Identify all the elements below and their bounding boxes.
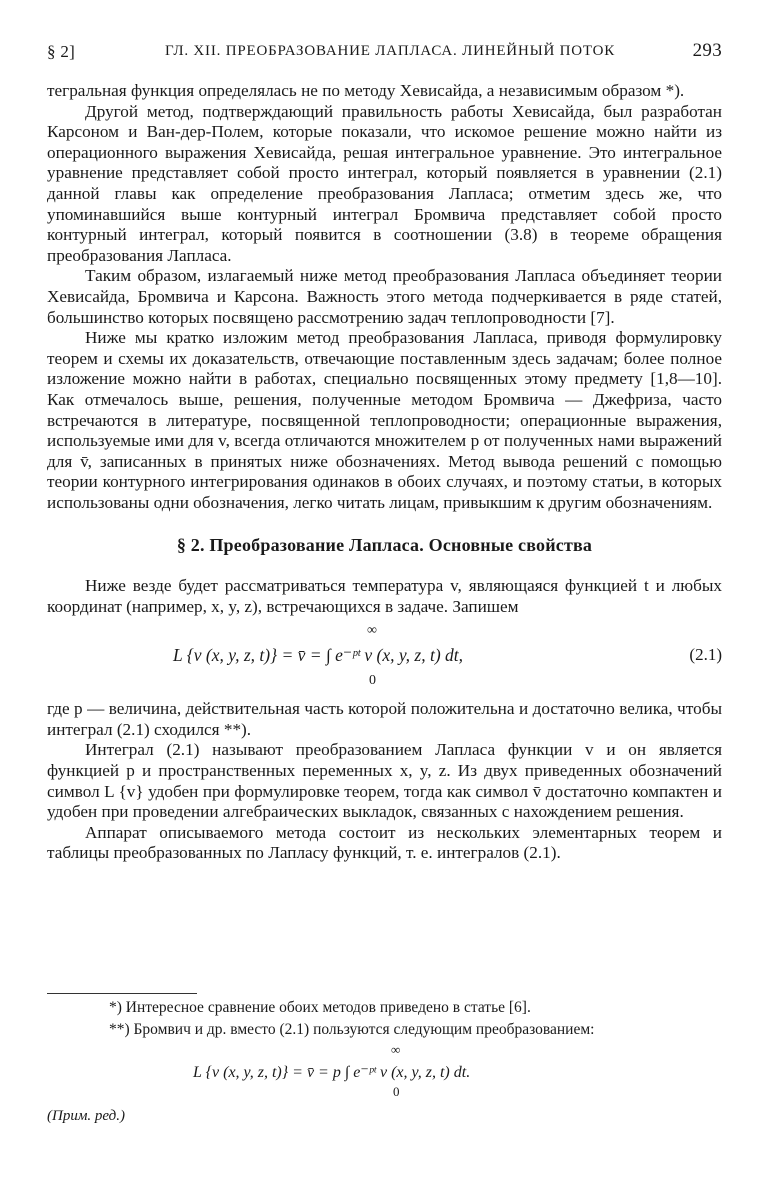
book-page [47,40,722,1160]
paragraph-method-outline: Ниже мы кратко изложим метод преобразования Лапласа, приводя формулировку теорем и схемы их доказательств, отвечающие поставленным здесь задачам; более полное изложение можно найти в работах, специально посвященных этому предмету [1,8—10]. Как отмечалось выше, решения, полученные методом Бромвича — Джефриза, часто встречаются в литературе, посвященной теплопроводности; операционные выражения, используемые ими для v, всегда отличаются множителем p от полученных нами выражений для v̄, записанных в принятых ниже обозначениях. Метод вывода решений с помощью теории контурного интегрирования одинаков в обоих случаях, и поэтому статьи, в которых использованы одни обозначения, легко читать лицам, привыкшим к другим обозначениям. [47,328,722,512]
integral-upper-limit: ∞ [367,623,377,639]
section-heading: § 2. Преобразование Лапласа. Основные свойства [176,535,593,556]
footnote-rule [47,993,197,994]
footnote-integral-upper-limit: ∞ [391,1042,401,1057]
footnote-integral-lower-limit: 0 [393,1084,400,1099]
editor-note: (Прим. ред.) [47,1108,126,1124]
footnote-1: *) Интересное сравнение обоих методов приведено в статье [6]. [109,999,531,1016]
paragraph-p-definition: где p — величина, действительная часть которой положительна и достаточно велика, чтобы интеграл (2.1) сходился **). [47,699,722,739]
equation-number: (2.1) [689,645,722,665]
paragraph-temperature-intro: Ниже везде будет рассматриваться температура v, являющаяся функцией t и любых координат (например, x, y, z), встречающихся в задаче. Запишем [47,576,722,616]
page-number: 293 [692,40,722,61]
running-header [47,40,722,66]
paragraph-integral-notation: Интеграл (2.1) называют преобразованием Лапласа функции v и он является функцией p и пространственных переменных x, y, z. Из двух приведенных обозначений символ L {v} удобен при формулировке теорем, тогда как символ v̄ достаточно компактен и удобен при проведении алгебраических выкладок, связанных с нахождением решения. [47,740,722,822]
body-text [47,81,722,864]
formula-laplace-definition [47,621,722,691]
paragraph-carson-method: Другой метод, подтверждающий правильность работы Хевисайда, был разработан Карсоном и Ван-дер-Полем, которые показали, что искомое решение можно найти из операционного выражения Хевисайда, решая интегральное уравнение. Это интегральное уравнение представляет собой просто интеграл, который появляется в уравнении (2.1) данной главы как определение преобразования Лапласа; отметим здесь же, что упоминавшийся выше контурный интеграл Бромвича представляет собой просто контурный интеграл, который появится в соотношении (3.8) в теореме обращения преобразования Лапласа. [47,101,722,265]
paragraph-theories-unified: Таким образом, излагаемый ниже метод преобразования Лапласа объединяет теории Хевисайда, Бромвича и Карсона. Важность этого метода подчеркивается в ряде статей, большинство которых посвящено рассмотрению задач теплопроводности [7]. [47,266,722,327]
header-section: § 2] [47,42,76,61]
footnote-formula-expression: L {v (x, y, z, t)} = v̄ = p ∫ e⁻ᵖᵗ v (x, y, z, t) dt. [193,1064,471,1081]
integral-lower-limit: 0 [369,673,376,689]
paragraph-apparatus: Аппарат описываемого метода состоит из нескольких элементарных теорем и таблицы преобразованных по Лапласу функций, т. е. интегралов (2.1). [47,822,722,863]
footnote-2: **) Бромвич и др. вместо (2.1) пользуются следующим преобразованием: [109,1021,595,1038]
paragraph-continuation: тегральная функция определялась не по методу Хевисайда, а независимым образом *). [47,81,685,100]
footnote-formula [47,1042,722,1104]
footnotes [47,993,722,1125]
header-chapter-title: ГЛ. XII. ПРЕОБРАЗОВАНИЕ ЛАПЛАСА. ЛИНЕЙНЫЙ ПОТОК [165,43,616,59]
formula-expression: L {v (x, y, z, t)} = v̄ = ∫ e⁻ᵖᵗ v (x, y, z, t) dt, [173,645,464,666]
